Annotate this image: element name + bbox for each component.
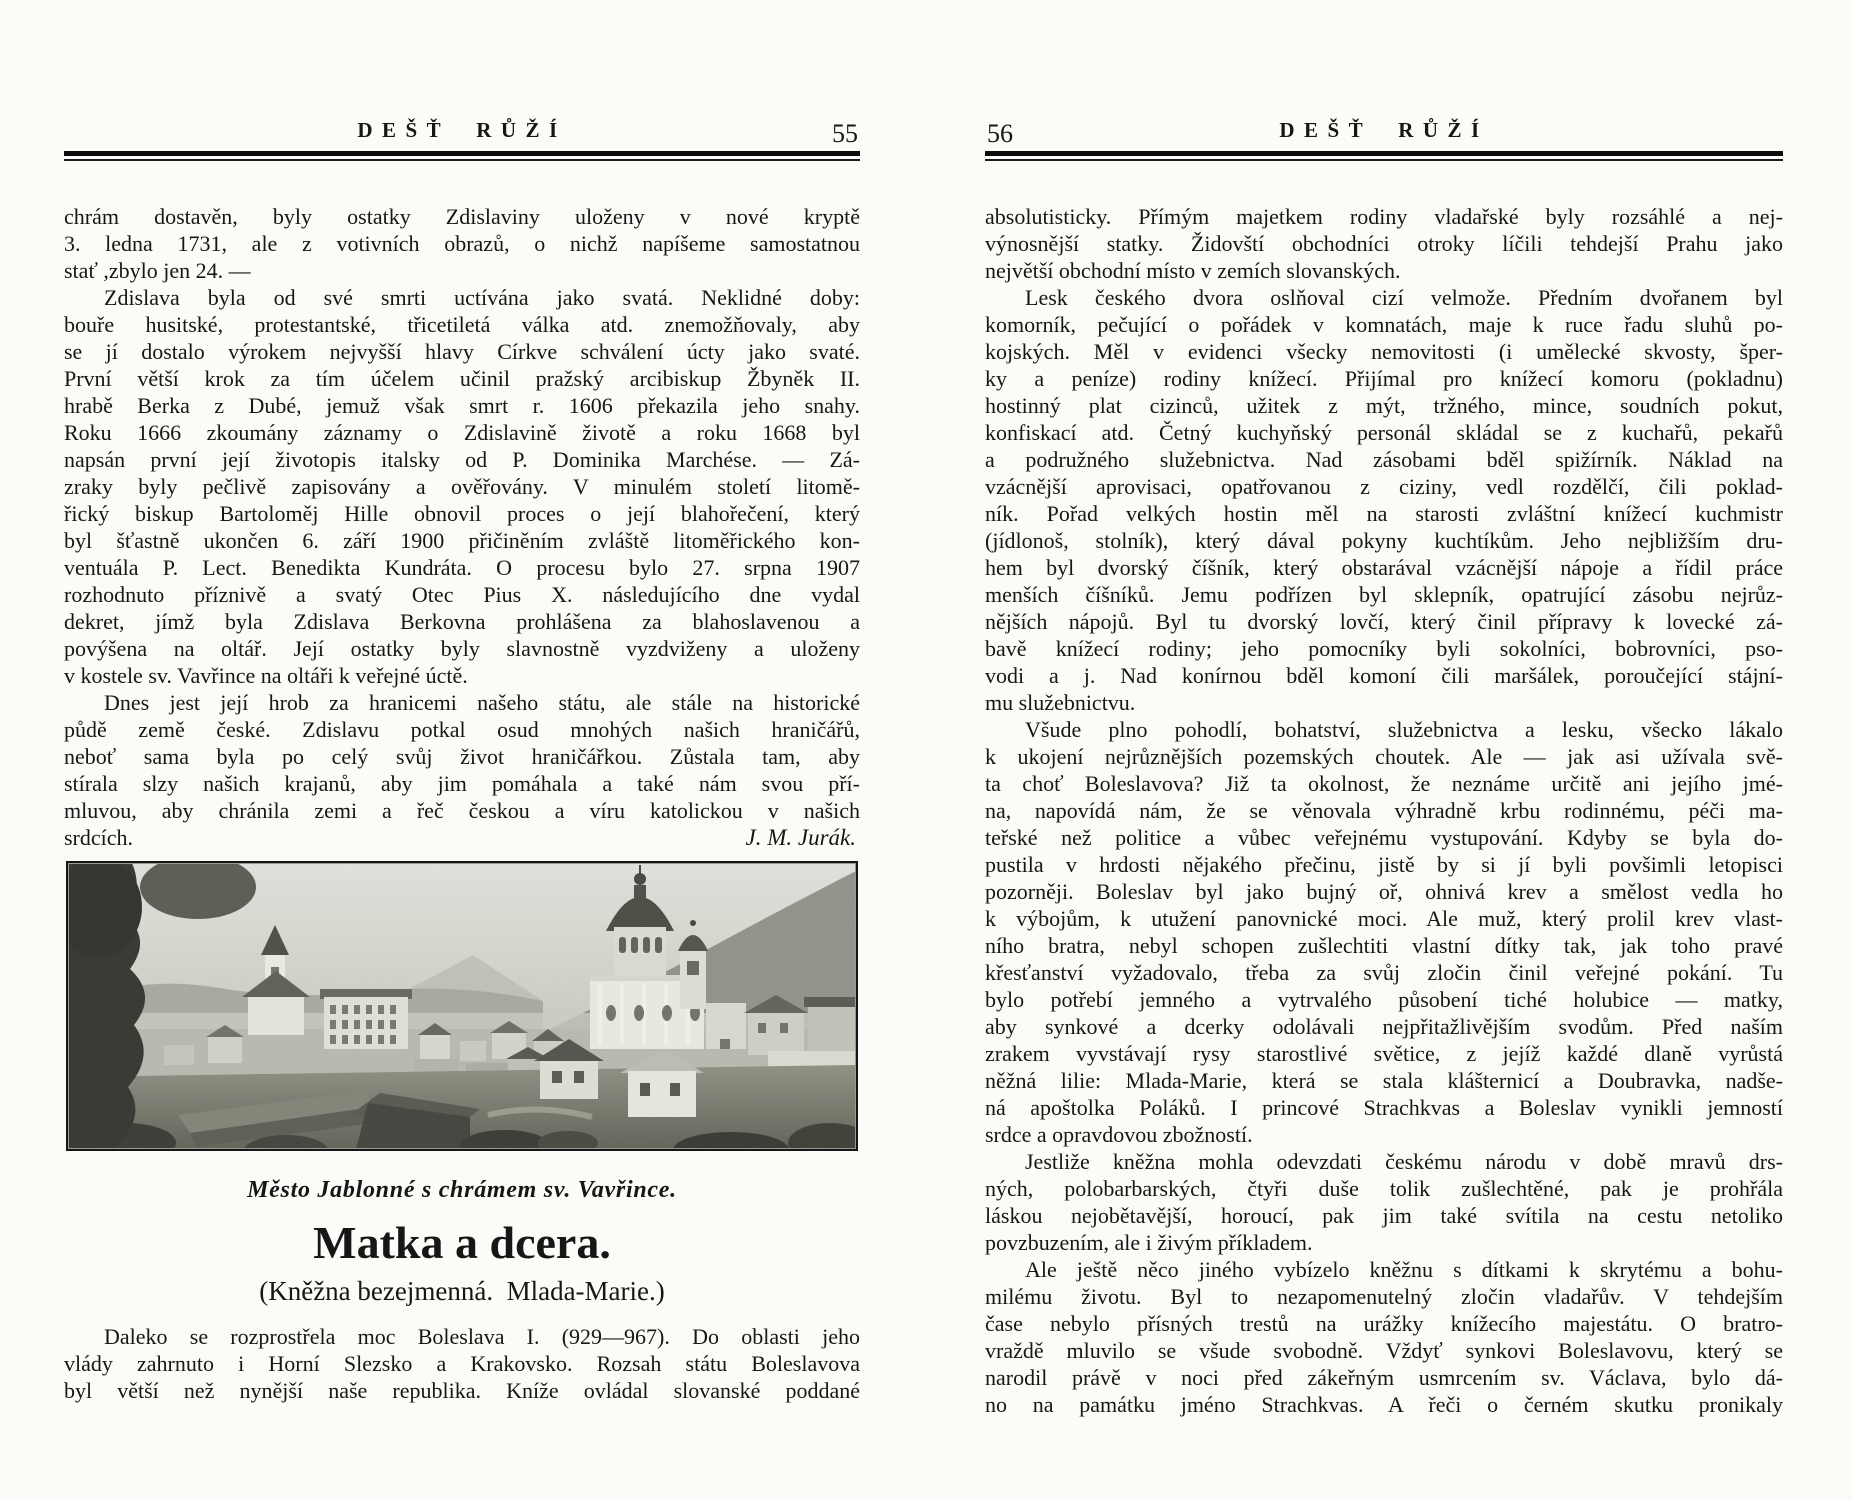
- text-line: ných, polobarbarských, čtyři duše tolik zušlechtěné, pak je prohřála: [985, 1176, 1783, 1201]
- text-line: mluvou, aby chránila zemi a řeč českou a víru katolickou v našich: [64, 798, 860, 823]
- header-rule-thin: [985, 159, 1783, 161]
- text-line: ního bratra, nebyl schopen zušlechtiti vlastní dítky tak, jak toho pravé: [985, 933, 1783, 958]
- text-line: v kostele sv. Vavřince na oltáři k veřejné úctě.: [64, 663, 468, 688]
- text-line: Zdislava byla od své smrti uctívána jako svatá. Neklidné doby:: [104, 285, 860, 310]
- page-right: [985, 118, 1783, 1418]
- text-line: Daleko se rozprostřela moc Boleslava I. (929—967). Do oblasti jeho: [104, 1324, 860, 1349]
- text-line: Ale ještě něco jiného vybízelo kněžnu s dítkami k skrytému a bohu-: [1025, 1257, 1783, 1282]
- text-line: ky a peníze) rodiny knížecí. Přijímal pro knížecí komoru (pokladnu): [985, 366, 1783, 391]
- text-line: bavě knížecí rodiny; jeho pomocníky byli sokolníci, bobrovníci, pso-: [985, 636, 1783, 661]
- page-left-header: [64, 118, 860, 166]
- text-line: komorník, pečující o pořádek v komnatách, maje k ruce řadu sluhů po-: [985, 312, 1783, 337]
- town-photo: [66, 861, 858, 1151]
- text-line: srdce a opravdovou zbožností.: [985, 1122, 1253, 1147]
- text-line: půdě země české. Zdislavu potkal osud mnohých našich hraničářů,: [64, 717, 860, 742]
- header-rule-thick: [985, 151, 1783, 156]
- text-line: vlády zahrnuto i Horní Slezsko a Krakovsko. Rozsah státu Boleslavova: [64, 1351, 860, 1376]
- text-line: hostinný plat cizinců, užitek z mýt, tržného, mince, soudních pokut,: [985, 393, 1783, 418]
- text-line: chrám dostavěn, byly ostatky Zdislaviny uloženy v nové kryptě: [64, 204, 860, 229]
- paragraph: [985, 284, 1783, 716]
- paragraph: [985, 1256, 1783, 1418]
- paragraph: [64, 203, 860, 284]
- text-line: mu služebnictvu.: [985, 690, 1136, 715]
- signature-line: [64, 824, 860, 851]
- text-line: a podružného služebnictva. Nad zásobami bděl spižírník. Náklad na: [985, 447, 1783, 472]
- text-line: největší obchodní místo v zemích slovanských.: [985, 258, 1401, 283]
- chapter-subtitle: (Kněžna bezejmenná. Mlada-Marie.): [259, 1276, 665, 1306]
- text-line: byl šťastně ukončen 6. září 1900 přičiněním zvláště litoměřického kon-: [64, 528, 860, 553]
- text-line: 3. ledna 1731, ale z votivních obrazů, o nichž napíšeme samostatnou: [64, 231, 860, 256]
- text-line: neboť sama byla po celý svůj život hraničářkou. Zůstala tam, aby: [64, 744, 860, 769]
- text-line: narodil právě v noci před zákeřným usmrcením sv. Václava, bylo dá-: [985, 1365, 1783, 1390]
- town-photo-illustration: [68, 863, 856, 1149]
- left-body-text-after: [64, 1323, 860, 1404]
- paragraph: [64, 1323, 860, 1404]
- text-line: čase nebylo přísných trestů na urážky knížecího majestátu. O bratro-: [985, 1311, 1783, 1336]
- page-left: [64, 118, 860, 1404]
- text-line: Dnes jest její hrob za hranicemi našeho státu, ale stále na historické: [104, 690, 860, 715]
- paragraph: [985, 716, 1783, 1148]
- photo-caption: Město Jablonné s chrámem sv. Vavřince.: [247, 1177, 677, 1203]
- page-number: 56: [987, 119, 1013, 148]
- text-line: povzbuzením, ale i živým příkladem.: [985, 1230, 1313, 1255]
- text-line: pozorněji. Boleslav byl jako bujný oř, ohnivá krev a smělost vedla ho: [985, 879, 1783, 904]
- header-rule: [985, 151, 1783, 161]
- text-line: rozhodnuto příznivě a svatý Otec Pius X. následujícího dne vydal: [64, 582, 860, 607]
- text-line: menších číšníků. Jemu podřízen byl sklepník, opatrující zásobu nejrůz-: [985, 582, 1783, 607]
- text-line: zrakem vyvstávají rysy starostlivé světice, z jejíž každé dlaně vyrůstá: [985, 1041, 1783, 1066]
- text-line: no na památku jméno Strachkvas. A řeči o černém skutku pronikaly: [985, 1392, 1783, 1417]
- text-line: ník. Pořad velkých hostin měl na starosti zvláštní knížecí kuchmistr: [985, 501, 1783, 526]
- chapter-title: Matka a dcera.: [313, 1217, 611, 1268]
- text-line: dekret, jímž byla Zdislava Berkovna prohlášena za blahoslavenou a: [64, 609, 860, 634]
- text-line: povýšena na oltář. Její ostatky byly slavnostně vyzdviženy a uloženy: [64, 636, 860, 661]
- paragraph: [64, 689, 860, 851]
- running-title: DEŠŤ RŮŽÍ: [1279, 118, 1489, 142]
- header-rule-thick: [64, 151, 860, 156]
- page-right-header: [985, 118, 1783, 166]
- text-line: ventuála P. Lect. Benedikta Kundráta. O procesu bylo 27. srpna 1907: [64, 555, 860, 580]
- text-line: pustila v hrdosti nějakého přečinu, jistě by si jí byli povšimli letopisci: [985, 852, 1783, 877]
- text-line: Jestliže kněžna mohla odevzdati českému národu v době mravů drs-: [1025, 1149, 1783, 1174]
- text-line: Všude plno pohodlí, bohatství, služebnictva a lesku, všecko lákalo: [1025, 717, 1783, 742]
- text-line: byl větší než nynější naše republika. Kníže ovládal slovanské poddané: [64, 1378, 860, 1403]
- text-line: kojských. Měl v evidenci všecky nemovitosti (i umělecké skvosty, šper-: [985, 339, 1783, 364]
- text-line: k ukojení nejrůznějších pozemských choutek. Ale — jak asi užívala svě-: [985, 744, 1783, 769]
- text-line: stírala slzy našich krajanů, aby jim pomáhala a také nám svou pří-: [64, 771, 860, 796]
- town-photo-figure: [64, 861, 860, 1205]
- text-line: něžná lilie: Mlada-Marie, která se stala klášternicí a Doubravka, nadše-: [985, 1068, 1783, 1093]
- header-rule: [64, 151, 860, 161]
- text-line: absolutisticky. Přímým majetkem rodiny vladařské byly rozsáhlé a nej-: [985, 204, 1783, 229]
- paragraph: [985, 1148, 1783, 1256]
- text-line: hrabě Berka z Dubé, jemuž však smrt r. 1606 překazila jeho snahy.: [64, 393, 860, 418]
- text-line: stať ,zbylo jen 24. —: [64, 258, 251, 283]
- text-line: k výbojům, k utužení panovnické moci. Ale muž, který prolil krev vlast-: [985, 906, 1783, 931]
- text-line: nějších nápojů. Byl tu dvorský lovčí, který činil přípravy k lovecké zá-: [985, 609, 1783, 634]
- author-signature: J. M. Jurák.: [745, 825, 856, 850]
- page-number: 55: [832, 119, 858, 148]
- text-line: aby synkové a dcerky odolávali nejpřitažlivějším svodům. Před naším: [985, 1014, 1783, 1039]
- paragraph: [64, 284, 860, 689]
- right-body-text: [985, 203, 1783, 1418]
- text-line: na, napovídá nám, že se věnovala výhradně krbu rodinnému, péči ma-: [985, 798, 1783, 823]
- text-line: vraždě mluvilo se všude svobodně. Vždyť synkovi Boleslavovu, který se: [985, 1338, 1783, 1363]
- text-line: bylo potřebí jemného a vytrvalého působení tiché holubice — matky,: [985, 987, 1783, 1012]
- text-line: konfiskací atd. Četný kuchyňský personál skládal se z kuchařů, pekařů: [985, 420, 1783, 445]
- text-line: milému životu. Byl to nezapomenutelný zločin vladařův. V tehdejším: [985, 1284, 1783, 1309]
- text-line: výnosnější statky. Židovští obchodníci otroky líčili tehdejší Prahu jako: [985, 231, 1783, 256]
- text-line: zraky byly pečlivě zapisovány a ověřovány. V minulém století litomě-: [64, 474, 860, 499]
- paragraph: [985, 203, 1783, 284]
- text-line: vodi a j. Nad konírnou bděl komoní čili maršálek, poroučející stájní-: [985, 663, 1783, 688]
- text-line: První větší krok za tím účelem učinil pražský arcibiskup Žbyněk II.: [64, 366, 860, 391]
- text-line: napsán první její životopis italsky od P. Dominika Marchése. — Zá-: [64, 447, 860, 472]
- text-line: (jídlonoš, stolník), který dával pokyny kuchtíkům. Jeho nejbližším dru-: [985, 528, 1783, 553]
- left-body-text: [64, 203, 860, 851]
- text-line: teřské než politice a vůbec veřejnému vystupování. Kdyby se byla do-: [985, 825, 1783, 850]
- running-title: DEŠŤ RŮŽÍ: [357, 118, 567, 142]
- text-line: křesťanství vyžadovalo, třeba za svůj zločin činil veřejné pokání. Tu: [985, 960, 1783, 985]
- text-line: řický biskup Bartoloměj Hille obnovil proces o její blahořečení, který: [64, 501, 860, 526]
- text-line: vzácnější aprovisaci, opatřovanou z ciziny, vedl rozdělčí, čili poklad-: [985, 474, 1783, 499]
- text-line: láskou nejobětavější, horoucí, pak jim také svítila na cestu netoliko: [985, 1203, 1783, 1228]
- text-line: hem byl dvorský číšník, který obstarával vzácnější nápoje a řídil práce: [985, 555, 1783, 580]
- text-line: ná apoštolka Poláků. I princové Strachkvas a Boleslav vynikli jemností: [985, 1095, 1783, 1120]
- text-line: bouře husitské, protestantské, třicetiletá válka atd. znemožňovaly, aby: [64, 312, 860, 337]
- text-line: Roku 1666 zkoumány záznamy o Zdislavině životě a roku 1668 byl: [64, 420, 860, 445]
- text-line: ta choť Boleslavova? Již ta okolnost, že neznáme určitě ani jejího jmé-: [985, 771, 1783, 796]
- text-line: Lesk českého dvora oslňoval cizí velmože. Předním dvořanem byl: [1025, 285, 1783, 310]
- header-rule-thin: [64, 159, 860, 161]
- paragraph-last-words: srdcích.: [64, 825, 134, 850]
- text-line: se jí dostalo výrokem nejvyšší hlavy Církve schválení úcty jako svaté.: [64, 339, 860, 364]
